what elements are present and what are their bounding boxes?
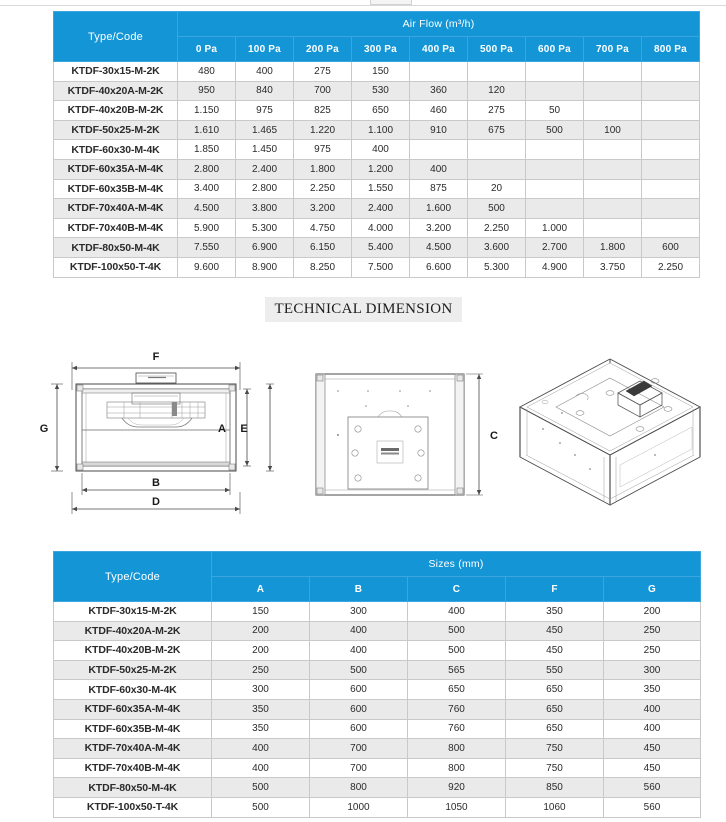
table-row xyxy=(54,62,700,82)
sizes-cell-r9-c4: 560 xyxy=(604,778,701,798)
airflow-row-type-code: KTDF-100x50-T-4K xyxy=(54,257,178,277)
sizes-cell-r10-c4: 560 xyxy=(604,797,701,817)
airflow-cell-r10-c8: 2.250 xyxy=(642,257,700,277)
airflow-cell-r3-c4: 910 xyxy=(410,120,468,140)
airflow-row-type-code: KTDF-40x20B-M-2K xyxy=(54,101,178,121)
airflow-cell-r5-c8 xyxy=(642,159,700,179)
airflow-cell-r6-c1: 2.800 xyxy=(236,179,294,199)
airflow-cell-r4-c0: 1.850 xyxy=(178,140,236,160)
airflow-cell-r5-c0: 2.800 xyxy=(178,159,236,179)
sizes-cell-r10-c0: 500 xyxy=(212,797,310,817)
airflow-cell-r10-c3: 7.500 xyxy=(352,257,410,277)
sizes-cell-r0-c1: 300 xyxy=(310,602,408,622)
airflow-cell-r5-c3: 1.200 xyxy=(352,159,410,179)
sizes-cell-r8-c4: 450 xyxy=(604,758,701,778)
airflow-column-header-0: 0 Pa xyxy=(178,37,236,62)
dim-label-E: E xyxy=(240,423,248,435)
airflow-cell-r3-c7: 100 xyxy=(584,120,642,140)
table-row xyxy=(54,120,700,140)
sizes-row-type-code: KTDF-80x50-M-4K xyxy=(54,778,212,798)
airflow-cell-r10-c2: 8.250 xyxy=(294,257,352,277)
sizes-column-header-0: A xyxy=(212,577,310,602)
sizes-cell-r2-c4: 250 xyxy=(604,641,701,661)
airflow-cell-r5-c6 xyxy=(526,159,584,179)
sizes-cell-r1-c2: 500 xyxy=(408,621,506,641)
airflow-cell-r1-c4: 360 xyxy=(410,81,468,101)
airflow-cell-r0-c4 xyxy=(410,62,468,82)
airflow-cell-r8-c3: 4.000 xyxy=(352,218,410,238)
sizes-column-header-2: C xyxy=(408,577,506,602)
airflow-cell-r3-c5: 675 xyxy=(468,120,526,140)
airflow-cell-r7-c4: 1.600 xyxy=(410,199,468,219)
sizes-cell-r6-c1: 600 xyxy=(310,719,408,739)
drawings-svg xyxy=(0,345,726,540)
airflow-column-header-3: 300 Pa xyxy=(352,37,410,62)
airflow-cell-r9-c4: 4.500 xyxy=(410,238,468,258)
airflow-cell-r6-c5: 20 xyxy=(468,179,526,199)
sizes-cell-r7-c0: 400 xyxy=(212,739,310,759)
airflow-cell-r9-c8: 600 xyxy=(642,238,700,258)
sizes-cell-r8-c3: 750 xyxy=(506,758,604,778)
airflow-cell-r6-c6 xyxy=(526,179,584,199)
sizes-row-type-code: KTDF-70x40B-M-4K xyxy=(54,758,212,778)
sizes-cell-r7-c4: 450 xyxy=(604,739,701,759)
dim-label-G: G xyxy=(39,423,49,435)
airflow-cell-r10-c5: 5.300 xyxy=(468,257,526,277)
airflow-cell-r7-c7 xyxy=(584,199,642,219)
airflow-cell-r0-c7 xyxy=(584,62,642,82)
airflow-cell-r1-c5: 120 xyxy=(468,81,526,101)
sizes-type-code-header: Type/Code xyxy=(54,552,212,602)
airflow-cell-r10-c6: 4.900 xyxy=(526,257,584,277)
table-row xyxy=(54,218,700,238)
airflow-cell-r2-c2: 825 xyxy=(294,101,352,121)
table-row xyxy=(54,778,701,798)
airflow-table xyxy=(53,11,700,278)
airflow-cell-r4-c4 xyxy=(410,140,468,160)
airflow-cell-r1-c3: 530 xyxy=(352,81,410,101)
airflow-cell-r10-c1: 8.900 xyxy=(236,257,294,277)
airflow-cell-r7-c2: 3.200 xyxy=(294,199,352,219)
dim-label-F: F xyxy=(152,351,160,363)
sizes-cell-r0-c3: 350 xyxy=(506,602,604,622)
airflow-cell-r1-c2: 700 xyxy=(294,81,352,101)
airflow-cell-r8-c7 xyxy=(584,218,642,238)
airflow-cell-r9-c3: 5.400 xyxy=(352,238,410,258)
airflow-row-type-code: KTDF-70x40A-M-4K xyxy=(54,199,178,219)
sizes-cell-r2-c0: 200 xyxy=(212,641,310,661)
airflow-row-type-code: KTDF-60x30-M-4K xyxy=(54,140,178,160)
airflow-cell-r9-c2: 6.150 xyxy=(294,238,352,258)
airflow-table-head xyxy=(54,12,700,62)
sizes-column-header-3: F xyxy=(506,577,604,602)
airflow-row-type-code: KTDF-50x25-M-2K xyxy=(54,120,178,140)
airflow-cell-r9-c5: 3.600 xyxy=(468,238,526,258)
airflow-cell-r8-c4: 3.200 xyxy=(410,218,468,238)
airflow-row-type-code: KTDF-60x35A-M-4K xyxy=(54,159,178,179)
sizes-cell-r6-c3: 650 xyxy=(506,719,604,739)
sizes-cell-r5-c4: 400 xyxy=(604,699,701,719)
airflow-cell-r8-c5: 2.250 xyxy=(468,218,526,238)
dim-label-D: D xyxy=(152,496,160,508)
table-row xyxy=(54,179,700,199)
sizes-cell-r3-c3: 550 xyxy=(506,660,604,680)
sizes-cell-r4-c2: 650 xyxy=(408,680,506,700)
sizes-cell-r0-c4: 200 xyxy=(604,602,701,622)
page-top-tab xyxy=(370,0,412,5)
airflow-column-header-2: 200 Pa xyxy=(294,37,352,62)
sizes-cell-r6-c2: 760 xyxy=(408,719,506,739)
airflow-cell-r8-c8 xyxy=(642,218,700,238)
sizes-cell-r3-c4: 300 xyxy=(604,660,701,680)
airflow-row-type-code: KTDF-60x35B-M-4K xyxy=(54,179,178,199)
airflow-row-type-code: KTDF-80x50-M-4K xyxy=(54,238,178,258)
sizes-cell-r10-c1: 1000 xyxy=(310,797,408,817)
sizes-cell-r3-c1: 500 xyxy=(310,660,408,680)
airflow-cell-r9-c0: 7.550 xyxy=(178,238,236,258)
airflow-cell-r2-c7 xyxy=(584,101,642,121)
table-row xyxy=(54,758,701,778)
table-row xyxy=(54,602,701,622)
airflow-cell-r6-c4: 875 xyxy=(410,179,468,199)
sizes-row-type-code: KTDF-30x15-M-2K xyxy=(54,602,212,622)
airflow-cell-r0-c6 xyxy=(526,62,584,82)
table-row xyxy=(54,101,700,121)
airflow-cell-r3-c2: 1.220 xyxy=(294,120,352,140)
airflow-cell-r6-c0: 3.400 xyxy=(178,179,236,199)
airflow-cell-r7-c5: 500 xyxy=(468,199,526,219)
airflow-table-body xyxy=(54,62,700,278)
technical-dimension-title: TECHNICAL DIMENSION xyxy=(265,297,462,322)
table-row xyxy=(54,159,700,179)
airflow-cell-r3-c3: 1.100 xyxy=(352,120,410,140)
airflow-column-header-5: 500 Pa xyxy=(468,37,526,62)
sizes-column-header-4: G xyxy=(604,577,701,602)
airflow-cell-r5-c7 xyxy=(584,159,642,179)
airflow-cell-r2-c1: 975 xyxy=(236,101,294,121)
airflow-cell-r0-c5 xyxy=(468,62,526,82)
table-row xyxy=(54,739,701,759)
table-row xyxy=(54,81,700,101)
table-row xyxy=(54,699,701,719)
sizes-cell-r9-c0: 500 xyxy=(212,778,310,798)
sizes-row-type-code: KTDF-70x40A-M-4K xyxy=(54,739,212,759)
sizes-cell-r5-c0: 350 xyxy=(212,699,310,719)
sizes-cell-r1-c3: 450 xyxy=(506,621,604,641)
airflow-cell-r10-c7: 3.750 xyxy=(584,257,642,277)
sizes-row-type-code: KTDF-60x35B-M-4K xyxy=(54,719,212,739)
sizes-cell-r1-c0: 200 xyxy=(212,621,310,641)
airflow-cell-r3-c8 xyxy=(642,120,700,140)
airflow-cell-r3-c6: 500 xyxy=(526,120,584,140)
table-row xyxy=(54,641,701,661)
sizes-row-type-code: KTDF-50x25-M-2K xyxy=(54,660,212,680)
sizes-cell-r6-c0: 350 xyxy=(212,719,310,739)
sizes-cell-r1-c4: 250 xyxy=(604,621,701,641)
airflow-cell-r6-c2: 2.250 xyxy=(294,179,352,199)
isometric-view-drawing xyxy=(520,359,700,505)
airflow-cell-r5-c4: 400 xyxy=(410,159,468,179)
airflow-row-type-code: KTDF-30x15-M-2K xyxy=(54,62,178,82)
sizes-cell-r4-c3: 650 xyxy=(506,680,604,700)
airflow-column-header-1: 100 Pa xyxy=(236,37,294,62)
dim-label-C: C xyxy=(490,430,498,442)
sizes-table xyxy=(53,551,701,818)
table-row xyxy=(54,140,700,160)
sizes-table-body xyxy=(54,602,701,818)
sizes-cell-r0-c2: 400 xyxy=(408,602,506,622)
airflow-cell-r1-c7 xyxy=(584,81,642,101)
sizes-cell-r7-c1: 700 xyxy=(310,739,408,759)
airflow-type-code-header: Type/Code xyxy=(54,12,178,62)
airflow-cell-r0-c0: 480 xyxy=(178,62,236,82)
airflow-column-header-6: 600 Pa xyxy=(526,37,584,62)
sizes-cell-r7-c3: 750 xyxy=(506,739,604,759)
dim-label-B: B xyxy=(152,477,160,489)
airflow-cell-r5-c1: 2.400 xyxy=(236,159,294,179)
airflow-cell-r8-c1: 5.300 xyxy=(236,218,294,238)
sizes-cell-r9-c3: 850 xyxy=(506,778,604,798)
airflow-cell-r6-c8 xyxy=(642,179,700,199)
sizes-cell-r8-c1: 700 xyxy=(310,758,408,778)
airflow-cell-r7-c1: 3.800 xyxy=(236,199,294,219)
airflow-cell-r8-c2: 4.750 xyxy=(294,218,352,238)
airflow-cell-r0-c3: 150 xyxy=(352,62,410,82)
sizes-cell-r2-c1: 400 xyxy=(310,641,408,661)
airflow-cell-r7-c6 xyxy=(526,199,584,219)
airflow-cell-r6-c7 xyxy=(584,179,642,199)
airflow-cell-r2-c5: 275 xyxy=(468,101,526,121)
sizes-cell-r5-c1: 600 xyxy=(310,699,408,719)
airflow-cell-r2-c6: 50 xyxy=(526,101,584,121)
airflow-cell-r2-c3: 650 xyxy=(352,101,410,121)
airflow-cell-r10-c0: 9.600 xyxy=(178,257,236,277)
side-view-drawing xyxy=(316,374,483,495)
sizes-cell-r4-c0: 300 xyxy=(212,680,310,700)
table-row xyxy=(54,719,701,739)
sizes-cell-r2-c3: 450 xyxy=(506,641,604,661)
sizes-cell-r8-c0: 400 xyxy=(212,758,310,778)
airflow-cell-r8-c6: 1.000 xyxy=(526,218,584,238)
table-row xyxy=(54,238,700,258)
airflow-cell-r9-c7: 1.800 xyxy=(584,238,642,258)
sizes-cell-r3-c2: 565 xyxy=(408,660,506,680)
front-view-drawing xyxy=(51,362,274,514)
sizes-cell-r10-c2: 1050 xyxy=(408,797,506,817)
technical-drawings xyxy=(0,345,726,540)
airflow-cell-r1-c6 xyxy=(526,81,584,101)
sizes-cell-r4-c1: 600 xyxy=(310,680,408,700)
sizes-cell-r3-c0: 250 xyxy=(212,660,310,680)
table-row xyxy=(54,621,701,641)
airflow-cell-r9-c6: 2.700 xyxy=(526,238,584,258)
airflow-group-header: Air Flow (m³/h) xyxy=(178,12,700,37)
dim-label-A: A xyxy=(218,423,226,435)
airflow-cell-r6-c3: 1.550 xyxy=(352,179,410,199)
airflow-cell-r4-c3: 400 xyxy=(352,140,410,160)
airflow-cell-r7-c3: 2.400 xyxy=(352,199,410,219)
table-row xyxy=(54,257,700,277)
airflow-cell-r5-c2: 1.800 xyxy=(294,159,352,179)
airflow-column-header-4: 400 Pa xyxy=(410,37,468,62)
airflow-cell-r10-c4: 6.600 xyxy=(410,257,468,277)
sizes-cell-r10-c3: 1060 xyxy=(506,797,604,817)
sizes-cell-r2-c2: 500 xyxy=(408,641,506,661)
airflow-column-header-7: 700 Pa xyxy=(584,37,642,62)
table-row xyxy=(54,199,700,219)
sizes-row-type-code: KTDF-40x20B-M-2K xyxy=(54,641,212,661)
sizes-cell-r9-c2: 920 xyxy=(408,778,506,798)
airflow-cell-r1-c8 xyxy=(642,81,700,101)
airflow-cell-r4-c6 xyxy=(526,140,584,160)
airflow-cell-r3-c1: 1.465 xyxy=(236,120,294,140)
sizes-cell-r4-c4: 350 xyxy=(604,680,701,700)
airflow-cell-r0-c8 xyxy=(642,62,700,82)
airflow-cell-r4-c1: 1.450 xyxy=(236,140,294,160)
sizes-column-header-1: B xyxy=(310,577,408,602)
sizes-row-type-code: KTDF-40x20A-M-2K xyxy=(54,621,212,641)
airflow-cell-r0-c1: 400 xyxy=(236,62,294,82)
sizes-row-type-code: KTDF-60x30-M-4K xyxy=(54,680,212,700)
sizes-cell-r5-c2: 760 xyxy=(408,699,506,719)
airflow-row-type-code: KTDF-40x20A-M-2K xyxy=(54,81,178,101)
sizes-table-head xyxy=(54,552,701,602)
airflow-cell-r4-c2: 975 xyxy=(294,140,352,160)
airflow-row-type-code: KTDF-70x40B-M-4K xyxy=(54,218,178,238)
airflow-cell-r7-c8 xyxy=(642,199,700,219)
sizes-cell-r7-c2: 800 xyxy=(408,739,506,759)
table-row xyxy=(54,660,701,680)
table-row xyxy=(54,797,701,817)
sizes-cell-r1-c1: 400 xyxy=(310,621,408,641)
sizes-cell-r5-c3: 650 xyxy=(506,699,604,719)
airflow-cell-r2-c4: 460 xyxy=(410,101,468,121)
airflow-cell-r3-c0: 1.610 xyxy=(178,120,236,140)
page-top-rule xyxy=(0,5,726,6)
airflow-cell-r2-c0: 1.150 xyxy=(178,101,236,121)
sizes-row-type-code: KTDF-100x50-T-4K xyxy=(54,797,212,817)
sizes-cell-r0-c0: 150 xyxy=(212,602,310,622)
airflow-cell-r2-c8 xyxy=(642,101,700,121)
airflow-cell-r4-c8 xyxy=(642,140,700,160)
airflow-cell-r1-c0: 950 xyxy=(178,81,236,101)
sizes-cell-r6-c4: 400 xyxy=(604,719,701,739)
airflow-cell-r5-c5 xyxy=(468,159,526,179)
airflow-column-header-8: 800 Pa xyxy=(642,37,700,62)
airflow-cell-r4-c5 xyxy=(468,140,526,160)
airflow-cell-r0-c2: 275 xyxy=(294,62,352,82)
sizes-group-header: Sizes (mm) xyxy=(212,552,701,577)
sizes-row-type-code: KTDF-60x35A-M-4K xyxy=(54,699,212,719)
airflow-cell-r9-c1: 6.900 xyxy=(236,238,294,258)
sizes-cell-r9-c1: 800 xyxy=(310,778,408,798)
table-row xyxy=(54,680,701,700)
airflow-cell-r1-c1: 840 xyxy=(236,81,294,101)
airflow-cell-r4-c7 xyxy=(584,140,642,160)
sizes-cell-r8-c2: 800 xyxy=(408,758,506,778)
airflow-cell-r8-c0: 5.900 xyxy=(178,218,236,238)
airflow-cell-r7-c0: 4.500 xyxy=(178,199,236,219)
